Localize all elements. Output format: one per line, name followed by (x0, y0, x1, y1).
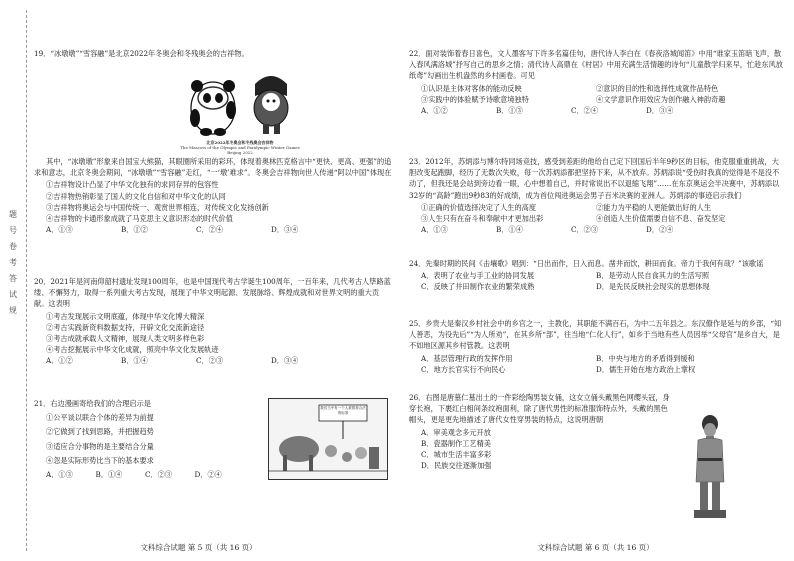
question-stem: 26．右图是唐墓仁墓出土的一件彩绘陶男装女俑，这女立俑头戴黑色网缨头冠，身穿长袍，下裹红白相间条纹袍面利，除了唐代男性的标准服饰特点外，头戴的黑色帽头，更是更先地描述了唐代女性穿男装的特点，这说明唐朝 (409, 393, 670, 425)
mascot-illustration (175, 66, 305, 136)
option-1: ①吉祥物设计凸显了中华文化独有的求同存异的包容性 (46, 180, 219, 190)
question-26 (409, 392, 674, 471)
question-stem: 22．面对装饰着春日喜色，文人墨客写下许多名篇佳句，唐代诗人李白在《春夜洛城闻笛》中用“谁家玉笛暗飞声，散入春风满洛城”抒写自己的思乡之情；清代诗人高鼎在《村居》中用充满生活情趣的诗句“儿童散学归来早，忙趁东风放纸鸢”勾画出生机盎然的乡村画卷。可见 (409, 49, 783, 81)
answer-d[interactable]: D．③④ (271, 356, 299, 366)
option-d[interactable]: D．民族交往逐渐加强 (421, 461, 492, 471)
question-stem: 21．右边漫画寄给我们的合理启示是 (34, 399, 151, 408)
tang-figurine-illustration (680, 410, 740, 520)
binding-line (26, 10, 27, 551)
option-2: ②它做到了找到思路，并把握趋势 (46, 427, 154, 437)
option-3: ③人生只有在奋斗和奉献中才更加出彩 (421, 214, 544, 224)
spine-char: 答 (8, 274, 18, 282)
option-4: ④忽是实际形势比当下的基本要求 (46, 455, 154, 465)
option-a[interactable]: A．基层管理行政的发挥作用 (421, 353, 513, 363)
option-2: ②考古实践新资料数据支持，开辟文化交流新途径 (46, 322, 205, 332)
option-2: ②吉祥物热销彰显了国人的文化自信和对中华文化的认同 (46, 191, 226, 201)
question-19 (34, 48, 392, 60)
figure-caption-en: The Mascots of the Olympic and Paralympic Winter Games Beijing 2022 (180, 145, 300, 155)
question-stem: 19．“冰墩墩”“雪容融”是北京2022年冬奥会和冬残奥会的吉祥物。 (34, 49, 249, 58)
question-19-body (34, 156, 392, 235)
answer-d[interactable]: D．③④ (271, 225, 299, 235)
answer-d[interactable]: D．②④ (646, 225, 674, 235)
cartoon-sign-text: 我们当中有一个人被推荐合法的标准 (320, 406, 366, 415)
question-stem: 25．乡贵大是秦汉乡村社会中的乡官之一，主教化，其职能不满百石，为中二五年县之。东汉僚作是延与的乡部，“知人善恶，为役先后”“为人所劝”，在其乡所“部”，往当地“仁化人行”，如乡于当地有些人员因举“父母官”是乡自大，是不如地区源其乡村管教。这表明 (409, 319, 782, 351)
mascot-figure (175, 66, 305, 155)
answer-b[interactable]: B．①④ (496, 225, 523, 235)
option-4: ④吉祥物的卡通形象成就了马克思主义意识形态的时代价值 (46, 214, 233, 224)
option-3: ③实践中的体验赋予诗歌意境独特 (421, 94, 529, 104)
answer-b[interactable]: B．①④ (95, 470, 123, 480)
spine-char: 考 (8, 258, 18, 266)
question-text: 其中，“冰墩墩”形象来自国宝大熊猫，其眼圈所采用的彩环，体现着奥林匹克格言中“更快、更高、更强”的追求和意志，北京冬奥会期间，“冰墩墩”“雪容融”走红，“一‘墩’难求”。冬奥会吉祥物向世人传递“阿以中国”体现在 (34, 157, 392, 178)
right-page (397, 0, 794, 561)
spine-char: 题 (8, 210, 18, 218)
spine-char: 试 (8, 290, 18, 298)
option-4: ④考古挖掘展示中华文化成就，照亮中华文化发展轨迹 (46, 345, 219, 355)
option-3: ③适应合分事物的是主要结合分量 (46, 441, 154, 451)
option-1: ①认识是主体对客体的能动反映 (421, 83, 522, 93)
answer-d[interactable]: D．②④ (194, 470, 222, 480)
options-row (421, 270, 783, 292)
page-footer: 文科综合试题 第 5 页（共 16 页） (140, 543, 257, 552)
question-20 (34, 276, 392, 367)
option-b[interactable]: B．是劳动人民自食其力的生活写照 (596, 271, 710, 281)
answer-c[interactable]: C．②③ (145, 470, 173, 480)
answer-a[interactable]: A．①③ (46, 470, 73, 480)
option-1: ①正确的价值选择决定了人生的高度 (421, 202, 537, 212)
answer-choices (421, 224, 783, 235)
figure-caption: 北京2022年冬奥会和冬残奥会吉祥物 (206, 140, 274, 145)
question-stem: 23．2012年，苏炳添与博尔特同场竞技，感受到差距的他给自己定下回国后半年9秒区的目标，他克服重重挑战，大胆改变起跑脚，经历了无数次失败，每一次苏炳添都把坚持下来，从不放弃。苏炳添说“受伤时我真的觉得是不是没不动了，但我还是会站到旁边看一眼，心中想着自己，并时常说出不以退缩飞翔”……在东京奥运会半决赛中，苏炳添以32岁的“高龄”跑出9秒83的好成绩，成为首位闯进奥运会男子百米决赛的亚洲人。苏炳添的事迹启示我们 (409, 157, 780, 200)
answer-a[interactable]: A．①③ (46, 225, 73, 235)
question-24 (409, 258, 783, 293)
page-footer: 文科综合试题 第 6 页（共 16 页） (537, 543, 654, 552)
option-2: ②能力为平稳的人更能做出好的人生 (596, 202, 712, 212)
option-d[interactable]: D．儒生开始在地方政治上掌权 (596, 364, 696, 374)
answer-choices (46, 469, 244, 480)
question-22 (409, 48, 783, 116)
options-row (421, 353, 783, 375)
spine-char: 卷 (8, 242, 18, 250)
option-1: ①公平谈以联合个体的差异为前提 (46, 413, 154, 423)
option-3: ③吉祥物将奥运会与中国传统一、观赏世界相连，对传统文化发扬创新 (46, 202, 269, 212)
option-4: ④创造人生价值需要自信不息、奋发坚定 (596, 214, 726, 224)
question-stem: 24．先秦时期的民间《击壤歌》唱到：“日出而作，日入而息。凿井而饮，耕田而食。帝力于我何有哉？”该歌谣 (409, 259, 764, 268)
answer-c[interactable]: C．②④ (571, 106, 599, 116)
answer-choices (46, 224, 392, 235)
option-b[interactable]: B．瓷器制作工艺精美 (421, 438, 491, 448)
question-23 (409, 156, 783, 235)
answer-choices (46, 355, 392, 366)
answer-d[interactable]: D．③④ (646, 106, 674, 116)
answer-c[interactable]: C．②④ (196, 225, 224, 235)
options-row (421, 202, 783, 224)
spine-char: 号 (8, 226, 18, 234)
answer-a[interactable]: A．①③ (421, 225, 448, 235)
question-stem: 20．2021年是河南仰韶村遗址发现100周年，也是中国现代考古学诞生100周年，一百年来，几代考古人筚路蓝缕、不懈努力，取得一系列重大考古发现，展现了中华文明起源、发展脉络、辉煌成就和对世界文明的重大贡献。这表明 (34, 277, 391, 309)
option-1: ①考古发现展示文明底蕴，体现中华文化博大精深 (46, 311, 205, 321)
option-2: ②意识的目的性和选择性成就作品特色 (596, 83, 719, 93)
question-25 (409, 318, 783, 375)
option-a[interactable]: A．表明了农业与手工业的协同发展 (421, 271, 535, 281)
binding-margin (6, 210, 20, 314)
option-c[interactable]: C．地方长官实行不向民心 (421, 364, 506, 374)
answer-choices (421, 105, 783, 116)
answer-b[interactable]: B．①④ (121, 356, 148, 366)
option-a[interactable]: A．审美观念多元开放 (421, 427, 491, 437)
question-21 (34, 398, 244, 480)
options-row (421, 83, 783, 105)
answer-b[interactable]: B．①② (121, 225, 148, 235)
option-c[interactable]: C．反映了井田制作农业的繁荣成熟 (421, 282, 535, 292)
answer-c[interactable]: C．②③ (196, 356, 224, 366)
spine-char: 规 (8, 306, 18, 314)
option-b[interactable]: B．中央与地方的矛盾得到缓和 (596, 353, 695, 363)
answer-b[interactable]: B．①③ (496, 106, 523, 116)
option-4: ④文学意识作用效应为创作融入神韵奇趣 (596, 94, 726, 104)
cartoon-figure (268, 398, 388, 480)
figurine-figure (680, 410, 740, 520)
option-d[interactable]: D．是先民反映社会现实的思想体现 (596, 282, 710, 292)
answer-c[interactable]: C．②③ (571, 225, 599, 235)
answer-a[interactable]: A．①② (421, 106, 448, 116)
answer-a[interactable]: A．①② (46, 356, 73, 366)
option-c[interactable]: C．城市生活丰富多彩 (421, 450, 492, 460)
option-3: ③考古成就承载人文精神，展现人类文明多样色彩 (46, 334, 205, 344)
